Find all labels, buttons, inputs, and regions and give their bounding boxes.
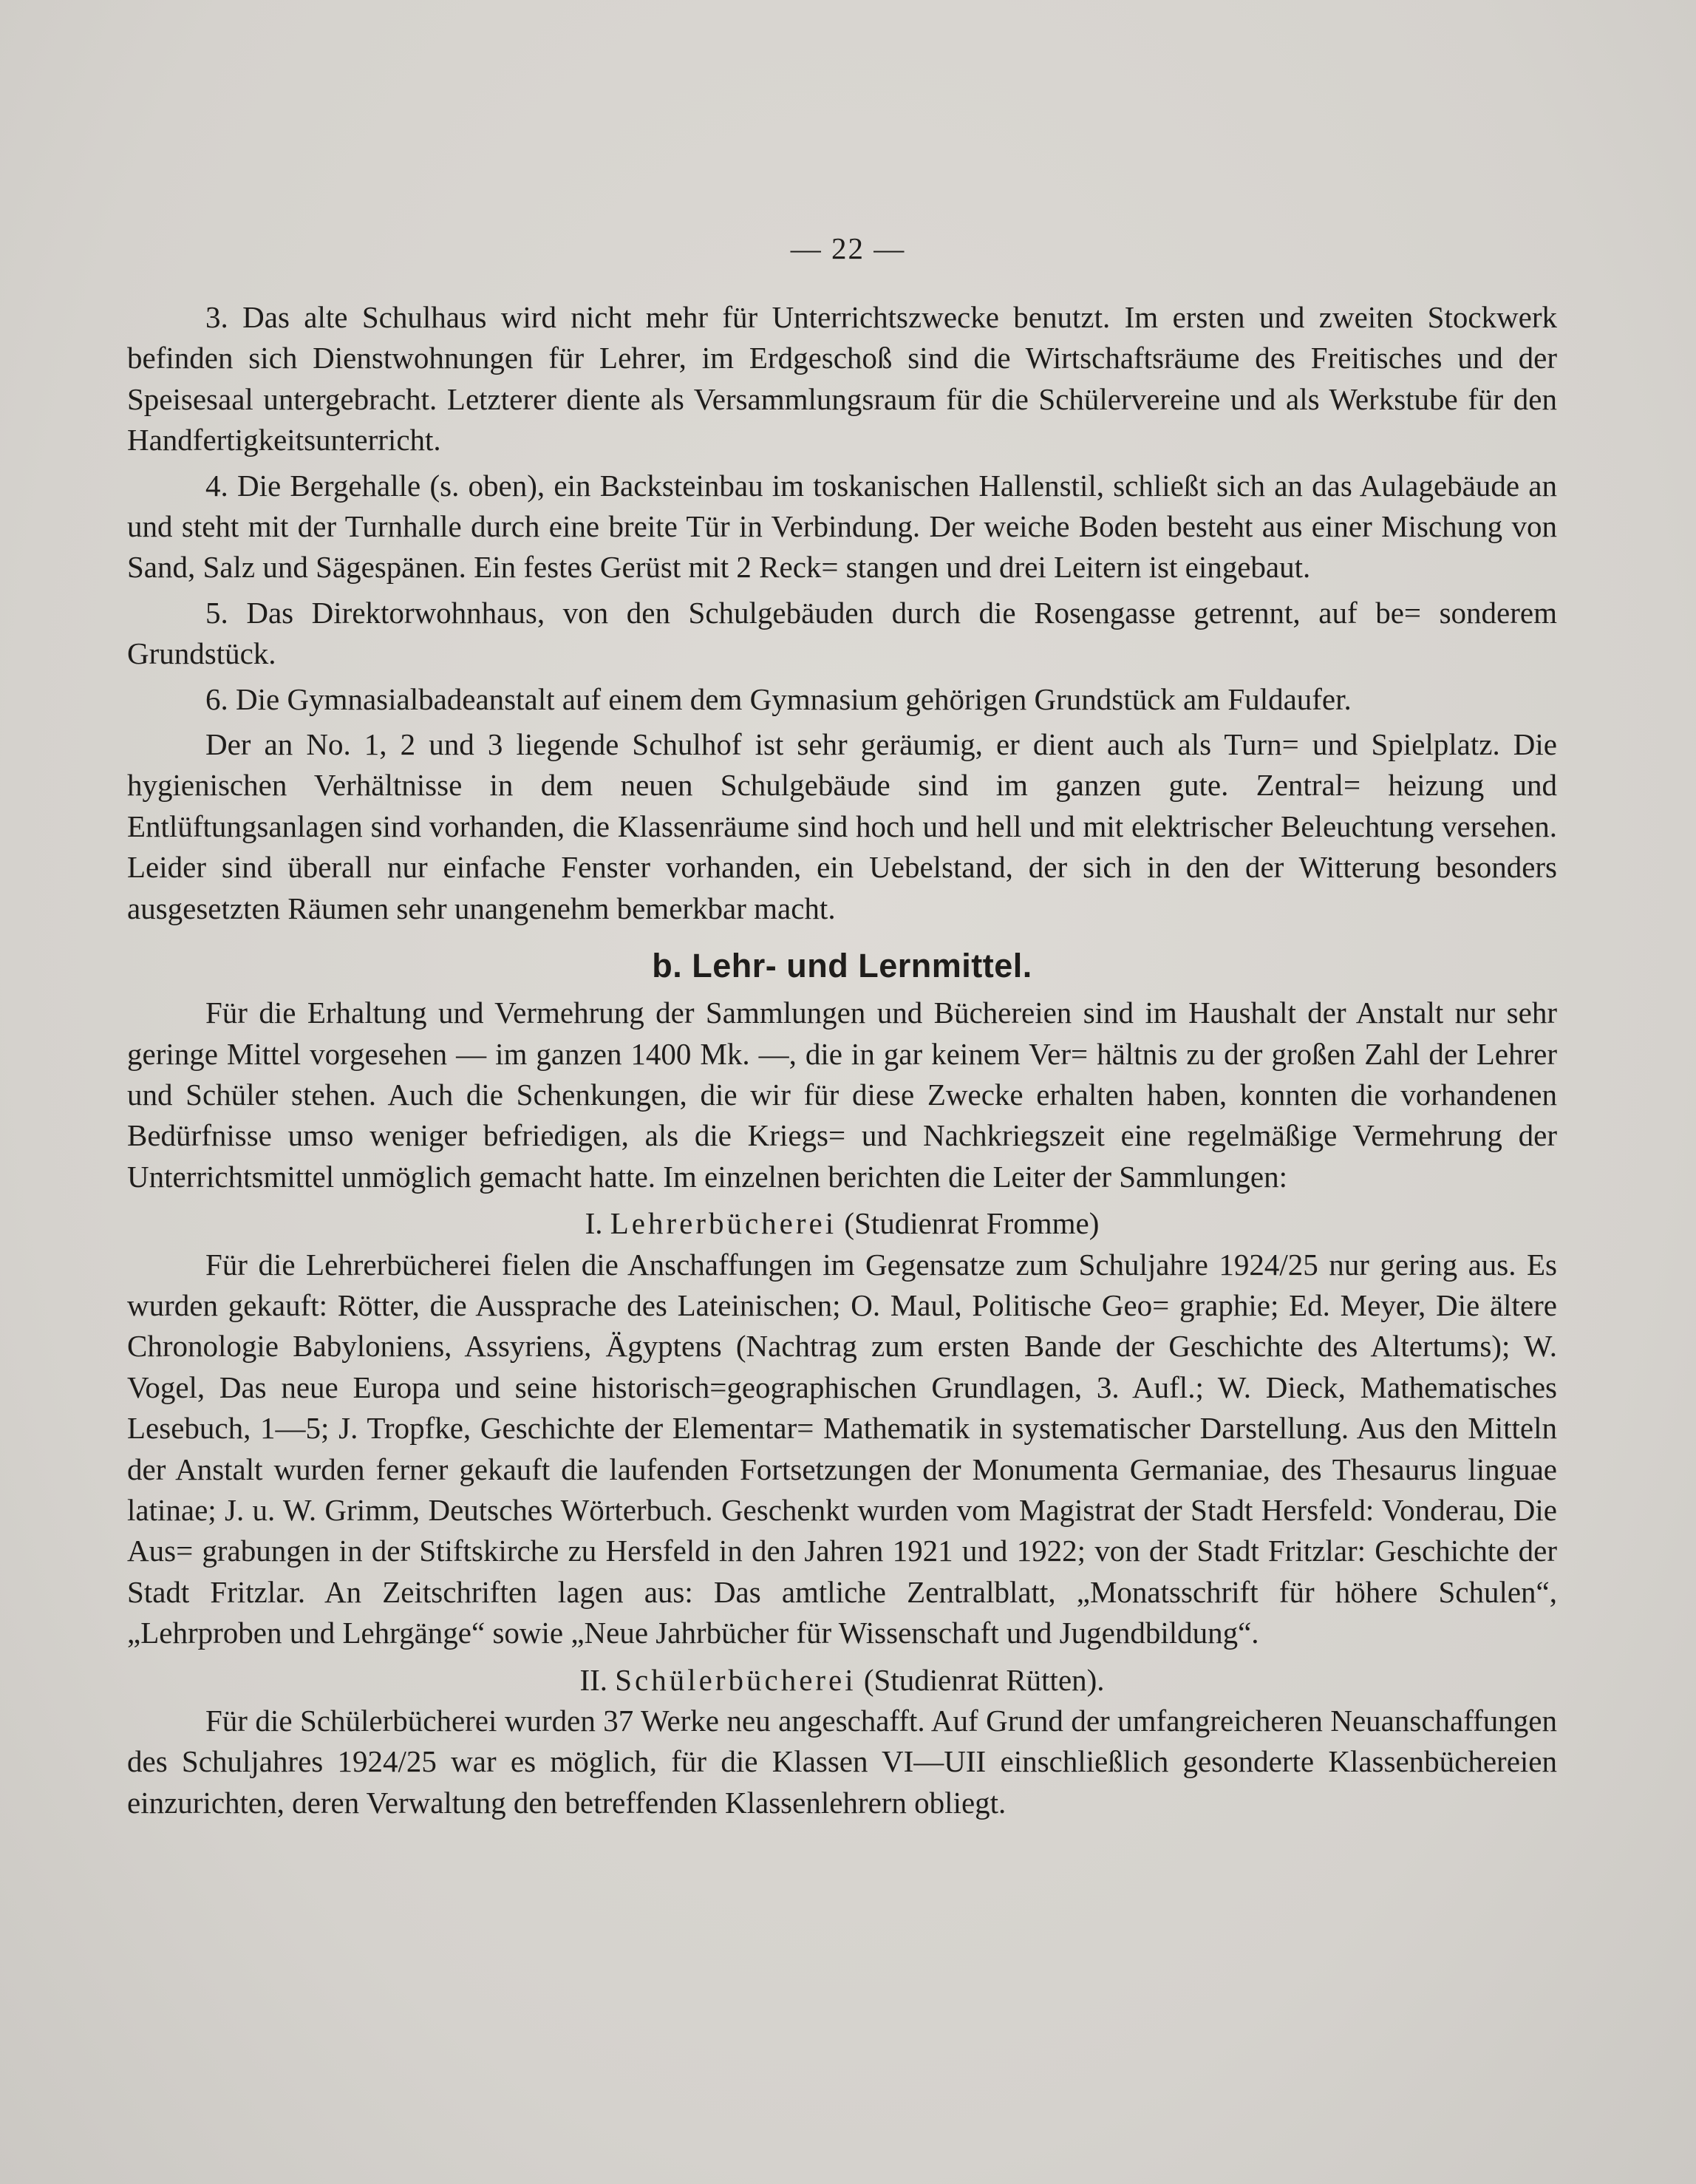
paragraph-item-6: 6. Die Gymnasialbadeanstalt auf einem dem Gymnasium gehörigen Grundstück am Fuldaufer.	[205, 681, 1352, 716]
subsection-person: (Studienrat Rütten).	[863, 1662, 1105, 1697]
page-number: — 22 —	[790, 231, 906, 265]
paragraph-item-5: 5. Das Direktorwohnhaus, von den Schulgebäuden durch die Rosengasse getrennt, auf be= sonderem Grundstück.	[127, 595, 1557, 671]
section-intro: Für die Erhaltung und Vermehrung der Sammlungen und Büchereien sind im Haushalt der Anstalt nur sehr geringe Mittel vorgesehen — im ganzen 1400 Mk. —, die in gar keinem Ver= hältnis zu der großen Zahl der Lehrer und Schüler stehen. Auch die Schenkungen, die wir für diese Zwecke erhalten haben, konnten die vorhandenen Bedürfnisse umso weniger befriedigen, als die Kriegs= und Nachkriegszeit eine regelmäßige Vermehrung der Unterrichtsmittel unmöglich gemacht hatte. Im einzelnen berichten die Leiter der Sammlungen:	[127, 996, 1557, 1194]
teacher-library-text: Für die Lehrerbücherei fielen die Anschaffungen im Gegensatze zum Schuljahre 1924/25 nur gering aus. Es wurden gekauft: Rötter, die Aussprache des Lateinischen; O. Maul, Politische Geo= graphie; Ed. Meyer, Die ältere Chronologie Babyloniens, Assyriens, Ägyptens (Nachtrag zum ersten Bande der Geschichte des Altertums); W. Vogel, Das neue Europa und seine historisch=geographischen Grundlagen, 3. Aufl.; W. Dieck, Mathematisches Lesebuch, 1—5; J. Tropfke, Geschichte der Elementar= Mathematik in systematischer Darstellung. Aus den Mitteln der Anstalt wurden ferner gekauft die laufenden Fortsetzungen der Monumenta Germaniae, des Thesaurus linguae latinae; J. u. W. Grimm, Deutsches Wörterbuch. Geschenkt wurden vom Magistrat der Stadt Hersfeld: Vonderau, Die Aus= grabungen in der Stiftskirche zu Hersfeld in den Jahren 1921 und 1922; von der Stadt Fritzlar: Geschichte der Stadt Fritzlar. An Zeitschriften lagen aus: Das amtliche Zentralblatt, „Monatsschrift für höhere Schulen“, „Lehrproben und Lehrgänge“ sowie „Neue Jahrbücher für Wissenschaft und Jugendbildung“.	[127, 1247, 1557, 1650]
paragraph-schoolyard: Der an No. 1, 2 und 3 liegende Schulhof ist sehr geräumig, er dient auch als Turn= und Spielplatz. Die hygienischen Verhältnisse in dem neuen Schulgebäude sind im ganzen gute. Zentral= heizung und Entlüftungsanlagen sind vorhanden, die Klassenräume sind hoch und hell und mit elektrischer Beleuchtung versehen. Leider sind überall nur einfache Fenster vorhanden, ein Uebelstand, der sich in den der Witterung besonders ausgesetzten Räumen sehr unangenehm bemerkbar macht.	[127, 727, 1557, 925]
page-body	[127, 229, 1557, 1825]
subsection-title: Schülerbücherei	[615, 1662, 856, 1697]
subsection-title: Lehrerbücherei	[610, 1206, 837, 1241]
paragraph-item-3: 3. Das alte Schulhaus wird nicht mehr für Unterrichtszwecke benutzt. Im ersten und zweiten Stockwerk befinden sich Dienstwohnungen für Lehrer, im Erdgeschoß sind die Wirtschaftsräume des Freitisches und der Speisesaal untergebracht. Letzterer diente als Versammlungsraum für die Schülervereine und als Werkstube für den Handfertigkeitsunterricht.	[127, 300, 1557, 457]
subsection-numeral: II.	[579, 1662, 607, 1697]
subsection-numeral: I.	[585, 1206, 603, 1241]
paragraph-item-4: 4. Die Bergehalle (s. oben), ein Backsteinbau im toskanischen Hallenstil, schließt sich an das Aulagebäude an und steht mit der Turnhalle durch eine breite Tür in Verbindung. Der weiche Boden besteht aus einer Mischung von Sand, Salz und Sägespänen. Ein festes Gerüst mit 2 Reck= stangen und drei Leitern ist eingebaut.	[127, 468, 1557, 585]
student-library-text: Für die Schülerbücherei wurden 37 Werke neu angeschafft. Auf Grund der umfangreicheren Neuanschaffungen des Schuljahres 1924/25 war es möglich, für die Klassen VI—UII einschließlich gesonderte Klassenbüchereien einzurichten, deren Verwaltung den betreffenden Klassenlehrern obliegt.	[127, 1704, 1557, 1820]
section-heading: b. Lehr- und Lernmittel.	[652, 947, 1032, 985]
subsection-person: (Studienrat Fromme)	[844, 1206, 1100, 1241]
subsection-heading-student-library	[127, 1660, 1557, 1701]
subsection-heading-teacher-library	[127, 1203, 1557, 1244]
